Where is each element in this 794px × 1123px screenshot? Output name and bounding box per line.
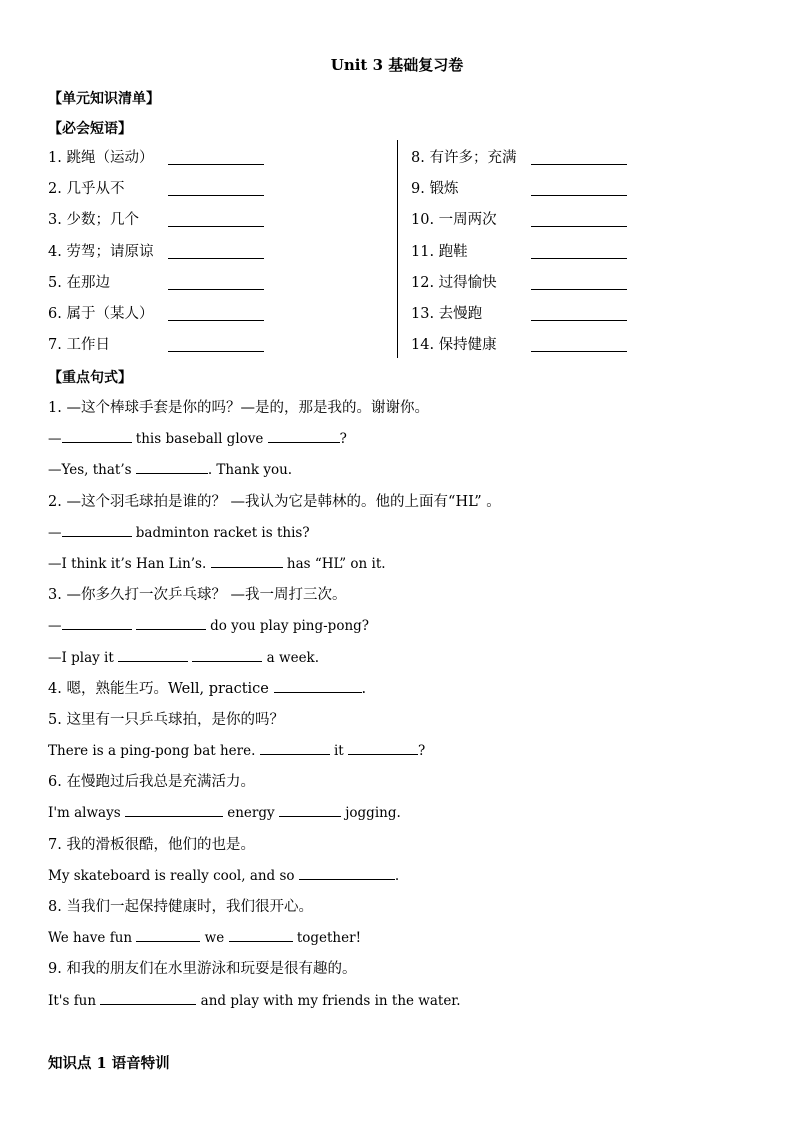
answer-blank[interactable] xyxy=(211,552,283,568)
section-heading-knowledge-list: 【单元知识清单】 xyxy=(48,91,160,107)
answer-blank[interactable] xyxy=(279,801,341,817)
answer-blank[interactable] xyxy=(348,739,418,755)
answer-blank[interactable] xyxy=(168,320,264,321)
text: — xyxy=(48,524,62,541)
text: it xyxy=(329,743,348,760)
phrases-right-column xyxy=(411,144,516,362)
answer-blank[interactable] xyxy=(100,989,196,1005)
phrase-label: 5. 在那边 xyxy=(48,274,110,291)
phrase-label: 8. 有许多；充满 xyxy=(411,150,517,166)
answer-blank[interactable] xyxy=(531,258,627,259)
answer-blank[interactable] xyxy=(168,289,264,290)
phrase-label: 12. 过得愉快 xyxy=(411,274,497,291)
section-heading-sentences: 【重点句式】 xyxy=(48,370,132,386)
answer-blank[interactable] xyxy=(136,614,206,630)
text: There is a ping-pong bat here. xyxy=(48,743,260,760)
sentence-chinese: 6. 在慢跑过后我总是充满活力。 xyxy=(48,774,255,791)
text: —I think it’s Han Lin’s. xyxy=(48,555,211,572)
answer-blank[interactable] xyxy=(168,195,264,196)
phrase-row xyxy=(411,269,516,300)
answer-blank[interactable] xyxy=(531,195,627,196)
phrase-label: 4. 劳驾；请原谅 xyxy=(48,243,154,260)
sentence-english xyxy=(48,925,748,956)
text: — xyxy=(48,618,62,635)
phrase-label: 11. 跑鞋 xyxy=(411,243,468,260)
phrase-label: 13. 去慢跑 xyxy=(411,305,483,322)
text: ? xyxy=(418,743,426,760)
phrase-label: 10. 一周两次 xyxy=(411,212,497,229)
phrase-label: 14. 保持健康 xyxy=(411,337,497,354)
answer-blank[interactable] xyxy=(299,864,395,880)
text: — xyxy=(48,431,62,448)
text: —Yes, that’s xyxy=(48,462,136,479)
answer-blank[interactable] xyxy=(274,677,362,693)
answer-blank[interactable] xyxy=(531,320,627,321)
text: . xyxy=(394,867,400,884)
text: We have fun xyxy=(48,930,137,947)
column-divider xyxy=(397,140,398,358)
answer-blank[interactable] xyxy=(125,801,223,817)
sentence-english xyxy=(48,520,748,551)
answer-blank[interactable] xyxy=(531,226,627,227)
answer-blank[interactable] xyxy=(62,521,132,537)
sentence-english xyxy=(48,426,748,457)
answer-blank[interactable] xyxy=(192,646,262,662)
text: a week. xyxy=(262,649,320,666)
text: I'm always xyxy=(48,805,125,822)
text: ? xyxy=(339,431,347,448)
answer-blank[interactable] xyxy=(260,739,330,755)
answer-blank[interactable] xyxy=(62,614,132,630)
phrase-row xyxy=(48,300,153,331)
sentence-english xyxy=(48,613,748,644)
sentence-english xyxy=(48,738,748,769)
phrase-label: 9. 锻炼 xyxy=(411,181,459,198)
phrase-row xyxy=(411,144,516,175)
answer-blank[interactable] xyxy=(168,226,264,227)
sentence-english xyxy=(48,800,748,831)
phrases-left-column xyxy=(48,144,153,362)
answer-blank[interactable] xyxy=(268,427,340,443)
phrase-row xyxy=(411,175,516,206)
text: badminton racket is this? xyxy=(131,524,310,541)
sentence-chinese: 1. —这个棒球手套是你的吗？—是的，那是我的。谢谢你。 xyxy=(48,400,429,416)
answer-blank[interactable] xyxy=(136,458,208,474)
answer-blank[interactable] xyxy=(229,926,293,942)
answer-blank[interactable] xyxy=(531,351,627,352)
answer-blank[interactable] xyxy=(168,164,264,165)
sentence-chinese: 9. 和我的朋友们在水里游泳和玩耍是很有趣的。 xyxy=(48,961,357,978)
sentence-english xyxy=(48,645,748,676)
section-heading-phonics: 知识点 1 语音特训 xyxy=(48,1055,170,1072)
phrase-row xyxy=(411,238,516,269)
phrase-label: 7. 工作日 xyxy=(48,337,110,354)
sentence-chinese: 7. 我的滑板很酷，他们的也是。 xyxy=(48,836,255,853)
phrase-row xyxy=(411,300,516,331)
phrase-label: 1. 跳绳（运动） xyxy=(48,150,154,166)
sentence-english xyxy=(48,551,748,582)
text: and play with my friends in the water. xyxy=(196,992,461,1009)
phrase-row xyxy=(48,238,153,269)
text: do you play ping-pong? xyxy=(205,618,370,635)
text: together! xyxy=(292,930,361,947)
text: . xyxy=(361,680,367,697)
sentence-english xyxy=(48,988,748,1019)
text: My skateboard is really cool, and so xyxy=(48,867,299,884)
answer-blank[interactable] xyxy=(168,351,264,352)
phrase-row xyxy=(48,206,153,237)
sentence-chinese: 3. —你多久打一次乒乓球？ —我一周打三次。 xyxy=(48,587,347,604)
phrase-label: 2. 几乎从不 xyxy=(48,181,125,198)
answer-blank[interactable] xyxy=(62,427,132,443)
phrase-row xyxy=(48,269,153,300)
text: energy xyxy=(222,805,279,822)
sentence-mixed xyxy=(48,676,748,707)
phrase-row xyxy=(48,144,153,175)
text: —I play it xyxy=(48,649,119,666)
text: It's fun xyxy=(48,992,101,1009)
phrase-label: 6. 属于（某人） xyxy=(48,305,154,322)
text: 4. 嗯，熟能生巧。Well, practice xyxy=(48,680,274,697)
phrase-row xyxy=(48,175,153,206)
sentence-english xyxy=(48,863,748,894)
text: this baseball glove xyxy=(131,431,268,448)
sentences-section xyxy=(48,395,748,1019)
answer-blank[interactable] xyxy=(531,289,627,290)
phrase-row xyxy=(411,331,516,362)
phrase-row xyxy=(411,206,516,237)
text: we xyxy=(200,930,229,947)
sentence-chinese: 2. —这个羽毛球拍是谁的？ —我认为它是韩林的。他的上面有“HL” 。 xyxy=(48,493,501,510)
phrase-row xyxy=(48,331,153,362)
text: has “HL” on it. xyxy=(282,555,386,572)
page-title: Unit 3 基础复习卷 xyxy=(330,56,464,74)
phrases-table xyxy=(48,144,648,362)
phrase-label: 3. 少数；几个 xyxy=(48,212,139,229)
sentence-chinese: 5. 这里有一只乒乓球拍，是你的吗？ xyxy=(48,711,284,728)
answer-blank[interactable] xyxy=(531,164,627,165)
sentence-chinese: 8. 当我们一起保持健康时，我们很开心。 xyxy=(48,899,313,915)
text: . Thank you. xyxy=(207,462,293,479)
answer-blank[interactable] xyxy=(118,646,188,662)
answer-blank[interactable] xyxy=(168,258,264,259)
answer-blank[interactable] xyxy=(136,926,200,942)
text: jogging. xyxy=(340,805,401,822)
section-heading-phrases: 【必会短语】 xyxy=(48,121,132,137)
sentence-english xyxy=(48,457,748,488)
